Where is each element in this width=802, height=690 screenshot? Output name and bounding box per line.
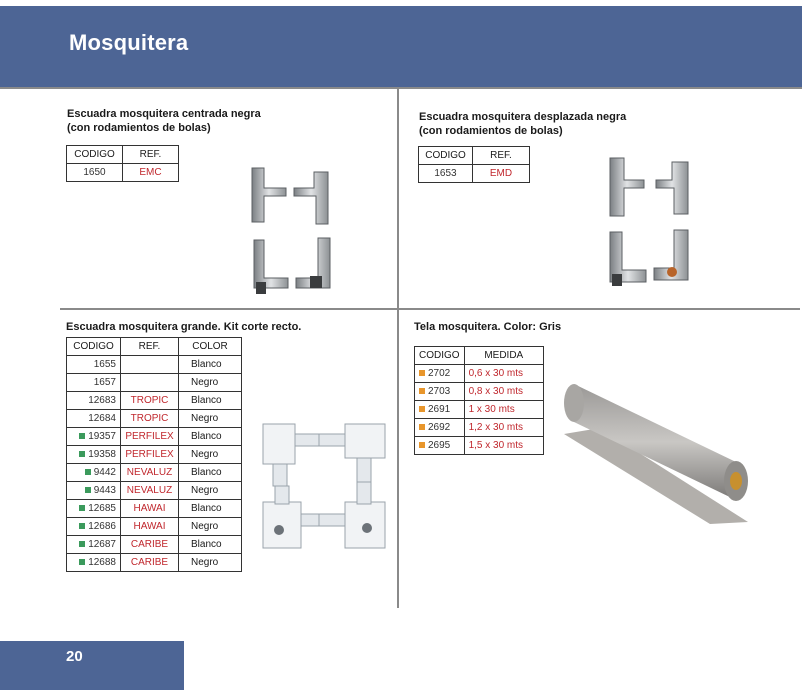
- color-cell: Negro: [179, 374, 242, 392]
- code-cell: [415, 383, 465, 401]
- table-row: [67, 554, 242, 572]
- medida-cell: 1,5 x 30 mts: [464, 437, 543, 455]
- code-cell: [67, 374, 121, 392]
- marker-square: [79, 505, 85, 511]
- color-cell: Negro: [179, 446, 242, 464]
- table-row: [415, 365, 544, 383]
- color-cell: Blanco: [179, 392, 242, 410]
- table-row: [67, 482, 242, 500]
- spec-table-emc: [66, 145, 179, 182]
- color-cell: Negro: [179, 410, 242, 428]
- code-value: 2702: [428, 368, 451, 379]
- ref-cell: CARIBE: [121, 536, 179, 554]
- code-cell: [67, 500, 121, 518]
- section-title-emd: [419, 110, 626, 138]
- table-row: [415, 401, 544, 419]
- color-cell: Negro: [179, 482, 242, 500]
- code-cell: [67, 392, 121, 410]
- code-cell: [67, 482, 121, 500]
- color-cell: Negro: [179, 554, 242, 572]
- table-row: [415, 383, 544, 401]
- code-value: 2691: [428, 404, 451, 415]
- section-title-line: (con rodamientos de bolas): [419, 125, 563, 137]
- code-cell: [415, 365, 465, 383]
- table-row: [67, 518, 242, 536]
- column-header: REF.: [121, 338, 179, 356]
- code-value: 19358: [88, 449, 116, 460]
- color-cell: Blanco: [179, 356, 242, 374]
- color-cell: Blanco: [179, 500, 242, 518]
- marker-square: [419, 406, 425, 412]
- ref-cell: HAWAI: [121, 518, 179, 536]
- divider-middle: [60, 308, 800, 310]
- marker-square: [419, 424, 425, 430]
- medida-cell: 1,2 x 30 mts: [464, 419, 543, 437]
- corner-kit-white-image: [257, 418, 391, 556]
- ref-cell: EMD: [473, 165, 530, 183]
- ref-cell: [121, 356, 179, 374]
- corner-bracket-emc-image: [244, 160, 344, 300]
- mesh-roll-image: [560, 376, 752, 526]
- page-number-box: [0, 641, 184, 690]
- medida-cell: 1 x 30 mts: [464, 401, 543, 419]
- table-row: [67, 374, 242, 392]
- table-row: [67, 446, 242, 464]
- marker-square: [79, 541, 85, 547]
- marker-square: [85, 469, 91, 475]
- code-value: 1655: [93, 359, 116, 370]
- section-title-line: (con rodamientos de bolas): [67, 122, 211, 134]
- marker-square: [419, 388, 425, 394]
- code-value: 12686: [88, 521, 116, 532]
- section-title-line: Escuadra mosquitera grande. Kit corte recto.: [66, 321, 302, 333]
- column-header: REF.: [473, 147, 530, 165]
- code-value: 1657: [93, 377, 116, 388]
- page-number: 20: [66, 648, 83, 665]
- ref-cell: TROPIC: [121, 410, 179, 428]
- marker-square: [85, 487, 91, 493]
- code-value: 19357: [88, 431, 116, 442]
- table-row: [67, 356, 242, 374]
- code-cell: 1653: [419, 165, 473, 183]
- ref-cell: TROPIC: [121, 392, 179, 410]
- column-header: CODIGO: [67, 338, 121, 356]
- section-title-tela: [414, 320, 561, 334]
- marker-square: [419, 370, 425, 376]
- marker-square: [79, 523, 85, 529]
- code-value: 12685: [88, 503, 116, 514]
- code-value: 9443: [93, 485, 116, 496]
- column-header: MEDIDA: [464, 347, 543, 365]
- code-value: 2703: [428, 386, 451, 397]
- divider-top: [0, 87, 802, 89]
- spec-table-tela: [414, 346, 544, 455]
- column-header: REF.: [123, 146, 179, 164]
- table-row: [67, 500, 242, 518]
- medida-cell: 0,6 x 30 mts: [464, 365, 543, 383]
- corner-bracket-emd-image: [602, 152, 702, 292]
- code-cell: [67, 428, 121, 446]
- code-value: 9442: [93, 467, 116, 478]
- code-value: 12684: [88, 413, 116, 424]
- section-title-kit: [66, 320, 301, 334]
- table-row: [415, 437, 544, 455]
- table-row: [67, 428, 242, 446]
- table-row: [67, 410, 242, 428]
- column-header: COLOR: [179, 338, 242, 356]
- marker-square: [419, 442, 425, 448]
- code-cell: [415, 401, 465, 419]
- ref-cell: NEVALUZ: [121, 464, 179, 482]
- code-cell: [415, 437, 465, 455]
- code-cell: [67, 356, 121, 374]
- table-row: [415, 419, 544, 437]
- color-cell: Blanco: [179, 464, 242, 482]
- code-value: 2695: [428, 440, 451, 451]
- code-value: 12687: [88, 539, 116, 550]
- section-title-emc: [67, 107, 261, 135]
- ref-cell: EMC: [123, 164, 179, 182]
- code-cell: 1650: [67, 164, 123, 182]
- table-row: [67, 536, 242, 554]
- code-cell: [415, 419, 465, 437]
- code-cell: [67, 464, 121, 482]
- spec-table-emd: [418, 146, 530, 183]
- code-value: 12688: [88, 557, 116, 568]
- color-cell: Blanco: [179, 428, 242, 446]
- column-header: CODIGO: [415, 347, 465, 365]
- divider-vertical: [397, 87, 399, 608]
- page-title: Mosquitera: [69, 30, 189, 55]
- ref-cell: PERFILEX: [121, 446, 179, 464]
- code-cell: [67, 446, 121, 464]
- table-row: [67, 392, 242, 410]
- code-cell: [67, 536, 121, 554]
- section-title-line: Escuadra mosquitera centrada negra: [67, 108, 261, 120]
- column-header: CODIGO: [419, 147, 473, 165]
- table-row: [419, 165, 530, 183]
- ref-cell: NEVALUZ: [121, 482, 179, 500]
- marker-square: [79, 433, 85, 439]
- ref-cell: HAWAI: [121, 500, 179, 518]
- color-cell: Negro: [179, 518, 242, 536]
- code-value: 12683: [88, 395, 116, 406]
- column-header: CODIGO: [67, 146, 123, 164]
- table-row: [67, 164, 179, 182]
- marker-square: [79, 559, 85, 565]
- code-value: 2692: [428, 422, 451, 433]
- section-title-line: Tela mosquitera. Color: Gris: [414, 321, 562, 333]
- ref-cell: CARIBE: [121, 554, 179, 572]
- ref-cell: [121, 374, 179, 392]
- code-cell: [67, 410, 121, 428]
- color-cell: Blanco: [179, 536, 242, 554]
- section-title-line: Escuadra mosquitera desplazada negra: [419, 111, 627, 123]
- medida-cell: 0,8 x 30 mts: [464, 383, 543, 401]
- spec-table-kit: [66, 337, 242, 572]
- code-cell: [67, 554, 121, 572]
- table-row: [67, 464, 242, 482]
- ref-cell: PERFILEX: [121, 428, 179, 446]
- marker-square: [79, 451, 85, 457]
- code-cell: [67, 518, 121, 536]
